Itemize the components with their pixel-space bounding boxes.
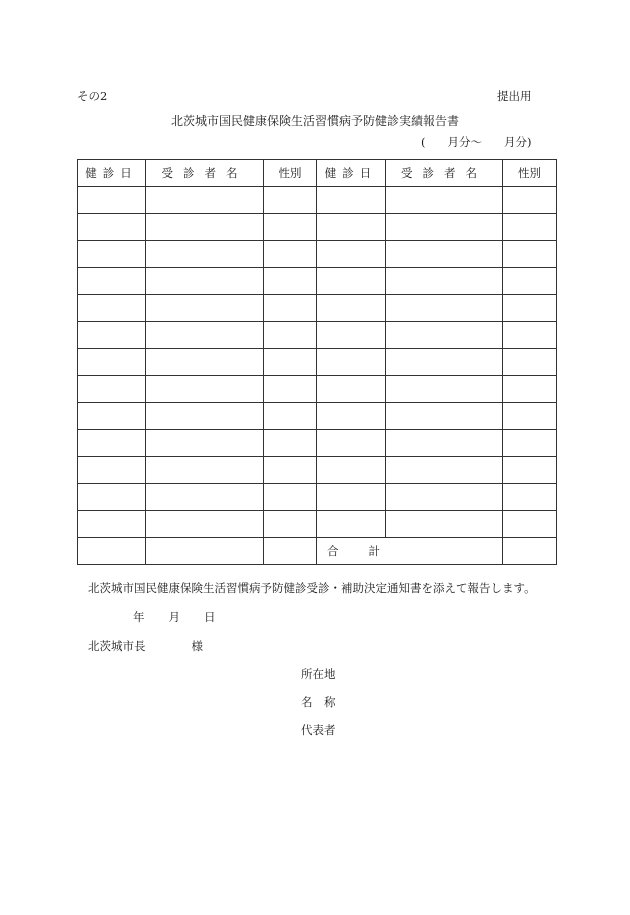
addressee-name: 北茨城市長: [88, 639, 146, 653]
table-cell[interactable]: [317, 484, 386, 511]
table-cell[interactable]: [503, 214, 557, 241]
table-cell[interactable]: [386, 214, 503, 241]
table-cell[interactable]: [264, 376, 317, 403]
table-cell[interactable]: [78, 511, 146, 538]
table-row: [78, 430, 557, 457]
table-cell[interactable]: [386, 187, 503, 214]
table-cell[interactable]: [78, 241, 146, 268]
table-cell[interactable]: [146, 322, 264, 349]
document-title: 北茨城市国民健康保険生活習慣病予防健診実績報告書: [170, 114, 459, 128]
table-row: [78, 214, 557, 241]
column-header-patient-name-left: 受診者名: [146, 160, 264, 187]
total-value-cell[interactable]: [503, 538, 557, 565]
table-cell[interactable]: [78, 322, 146, 349]
table-cell[interactable]: [78, 430, 146, 457]
table-row: [78, 241, 557, 268]
table-cell[interactable]: [146, 268, 264, 295]
table-cell[interactable]: [78, 538, 146, 565]
table-cell[interactable]: [264, 241, 317, 268]
table-cell[interactable]: [264, 214, 317, 241]
report-table: [77, 159, 557, 565]
table-cell[interactable]: [78, 268, 146, 295]
table-cell[interactable]: [264, 538, 317, 565]
table-cell[interactable]: [78, 403, 146, 430]
table-cell[interactable]: [386, 484, 503, 511]
table-cell[interactable]: [503, 322, 557, 349]
table-row: [78, 322, 557, 349]
table-cell[interactable]: [264, 484, 317, 511]
table-cell[interactable]: [386, 295, 503, 322]
date-line: [133, 609, 216, 625]
table-cell[interactable]: [78, 376, 146, 403]
column-header-exam-date-right: 健診日: [317, 160, 386, 187]
table-row: [78, 268, 557, 295]
table-cell[interactable]: [386, 241, 503, 268]
table-cell[interactable]: [146, 376, 264, 403]
table-cell[interactable]: [503, 457, 557, 484]
table-cell[interactable]: [317, 268, 386, 295]
table-cell[interactable]: [146, 295, 264, 322]
table-cell[interactable]: [317, 241, 386, 268]
name-label: 名 称: [301, 695, 336, 709]
table-cell[interactable]: [78, 187, 146, 214]
table-cell[interactable]: [264, 295, 317, 322]
table-cell[interactable]: [386, 349, 503, 376]
table-header-row: [78, 160, 557, 187]
date-year-label: 年: [133, 610, 145, 624]
table-cell[interactable]: [386, 268, 503, 295]
date-month-label: 月: [168, 610, 180, 624]
table-row: [78, 403, 557, 430]
table-row: [78, 349, 557, 376]
table-cell[interactable]: [386, 457, 503, 484]
table-cell[interactable]: [317, 295, 386, 322]
table-cell[interactable]: [78, 214, 146, 241]
table-cell[interactable]: [317, 511, 386, 538]
table-row: [78, 484, 557, 511]
form-number: その2: [77, 89, 108, 103]
table-cell[interactable]: [317, 457, 386, 484]
table-cell[interactable]: [317, 403, 386, 430]
table-cell[interactable]: [146, 214, 264, 241]
table-cell[interactable]: [317, 187, 386, 214]
table-row: [78, 295, 557, 322]
table-row: [78, 376, 557, 403]
table-cell[interactable]: [78, 349, 146, 376]
table-cell[interactable]: [386, 430, 503, 457]
table-cell[interactable]: [386, 511, 503, 538]
table-cell[interactable]: [503, 349, 557, 376]
address-label: 所在地: [301, 667, 336, 681]
table-cell[interactable]: [264, 430, 317, 457]
table-cell[interactable]: [503, 430, 557, 457]
reporting-period: [421, 134, 532, 150]
table-cell[interactable]: [317, 214, 386, 241]
table-cell[interactable]: [503, 241, 557, 268]
table-cell[interactable]: [146, 538, 264, 565]
table-cell[interactable]: [503, 295, 557, 322]
table-cell[interactable]: [264, 268, 317, 295]
table-row: [78, 511, 557, 538]
column-header-patient-name-right: 受診者名: [386, 160, 503, 187]
table-cell[interactable]: [386, 376, 503, 403]
table-cell[interactable]: [264, 457, 317, 484]
table-cell[interactable]: [503, 268, 557, 295]
table-cell[interactable]: [317, 322, 386, 349]
period-open-paren: (: [421, 135, 426, 149]
period-to-suffix: 月分): [504, 135, 532, 149]
table-cell[interactable]: [146, 241, 264, 268]
table-cell[interactable]: [78, 484, 146, 511]
total-row: [78, 538, 557, 565]
table-cell[interactable]: [386, 322, 503, 349]
table-cell[interactable]: [78, 457, 146, 484]
table-cell[interactable]: [146, 430, 264, 457]
table-cell[interactable]: [146, 403, 264, 430]
table-cell[interactable]: [264, 511, 317, 538]
table-cell[interactable]: [503, 511, 557, 538]
closing-statement: 北茨城市国民健康保険生活習慣病予防健診受診・補助決定通知書を添えて報告します。: [88, 581, 536, 595]
addressee: [88, 638, 203, 654]
table-cell[interactable]: [146, 457, 264, 484]
table-cell[interactable]: [386, 403, 503, 430]
table-cell[interactable]: [503, 403, 557, 430]
date-day-label: 日: [204, 610, 216, 624]
table-cell[interactable]: [264, 403, 317, 430]
table-cell[interactable]: [503, 376, 557, 403]
table-cell[interactable]: [503, 187, 557, 214]
table-cell[interactable]: [317, 376, 386, 403]
table-row: [78, 457, 557, 484]
total-label: 合計: [317, 538, 503, 565]
table-cell[interactable]: [317, 430, 386, 457]
table-cell[interactable]: [146, 511, 264, 538]
column-header-exam-date-left: 健診日: [78, 160, 146, 187]
table-row: [78, 187, 557, 214]
column-header-sex-left: 性別: [264, 160, 317, 187]
table-cell[interactable]: [503, 484, 557, 511]
honorific: 様: [191, 639, 203, 653]
table-cell[interactable]: [146, 349, 264, 376]
table-cell[interactable]: [264, 349, 317, 376]
table-cell[interactable]: [317, 349, 386, 376]
table-cell[interactable]: [146, 187, 264, 214]
table-cell[interactable]: [146, 484, 264, 511]
table-cell[interactable]: [264, 187, 317, 214]
table-cell[interactable]: [264, 322, 317, 349]
submission-label: 提出用: [497, 89, 532, 103]
period-from-suffix: 月分〜: [447, 135, 482, 149]
column-header-sex-right: 性別: [503, 160, 557, 187]
table-cell[interactable]: [78, 295, 146, 322]
representative-label: 代表者: [301, 723, 336, 737]
